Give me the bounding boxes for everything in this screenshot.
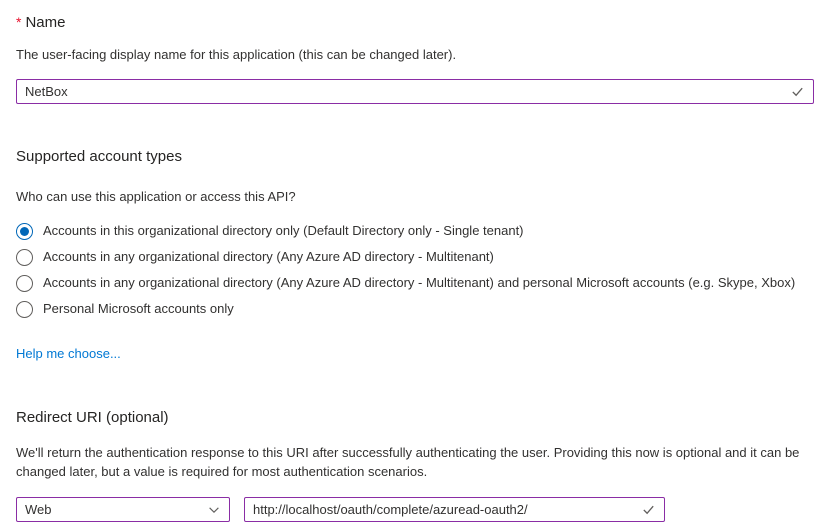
radio-button[interactable]	[16, 301, 33, 318]
redirect-uri-row	[16, 497, 813, 522]
name-section-heading	[16, 12, 813, 33]
radio-option-single-tenant[interactable]	[16, 218, 813, 244]
name-input[interactable]	[25, 84, 784, 99]
radio-option-personal-only[interactable]	[16, 296, 813, 322]
supported-account-types-heading: Supported account types	[16, 148, 182, 165]
name-input-container	[16, 79, 814, 104]
radio-option-multitenant-personal[interactable]	[16, 270, 813, 296]
redirect-uri-input-container	[244, 497, 665, 522]
account-types-radio-group	[16, 218, 813, 322]
radio-option-label: Personal Microsoft accounts only	[43, 301, 234, 316]
radio-option-multitenant[interactable]	[16, 244, 813, 270]
required-asterisk: *	[16, 14, 22, 30]
radio-option-label: Accounts in any organizational directory (Any Azure AD directory - Multitenant)	[43, 249, 494, 264]
radio-option-label: Accounts in this organizational directory only (Default Directory only - Single tenant)	[43, 223, 524, 238]
platform-select-value: Web	[25, 502, 52, 517]
redirect-uri-input[interactable]	[253, 502, 635, 517]
valid-check-icon	[641, 502, 656, 517]
radio-option-label: Accounts in any organizational directory (Any Azure AD directory - Multitenant) and personal Microsoft accounts (e.g. Skype, Xbox)	[43, 275, 796, 290]
name-heading-label: Name	[25, 14, 66, 31]
redirect-uri-heading: Redirect URI (optional)	[16, 409, 169, 426]
help-me-choose-link[interactable]: Help me choose...	[16, 346, 121, 361]
valid-check-icon	[790, 84, 805, 99]
account-types-question: Who can use this application or access this API?	[16, 189, 296, 204]
chevron-down-icon	[207, 503, 221, 517]
radio-button[interactable]	[16, 223, 33, 240]
radio-button[interactable]	[16, 275, 33, 292]
platform-select[interactable]	[16, 497, 230, 522]
redirect-uri-description: We'll return the authentication response to this URI after successfully authenticating the user. Providing this now is optional and it can be changed later, but a value is required for most authentication scenarios.	[16, 445, 800, 479]
name-description: The user-facing display name for this application (this can be changed later).	[16, 47, 457, 62]
radio-button[interactable]	[16, 249, 33, 266]
